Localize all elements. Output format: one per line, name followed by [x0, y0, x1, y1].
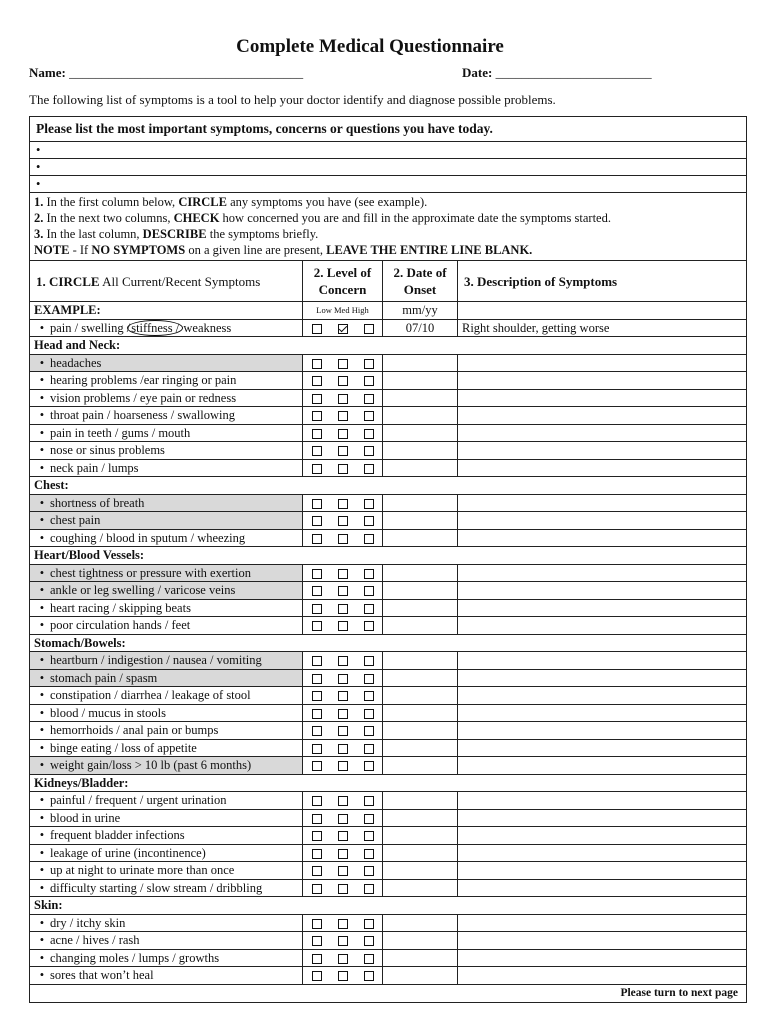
checkbox-low	[312, 324, 322, 334]
onset-date-field[interactable]	[383, 669, 458, 687]
checkbox-high[interactable]	[364, 376, 374, 386]
instructions	[30, 193, 747, 261]
onset-date-field[interactable]	[383, 529, 458, 547]
checkbox-low[interactable]	[312, 516, 322, 526]
checkbox-high[interactable]	[364, 761, 374, 771]
checkbox-med[interactable]	[338, 604, 348, 614]
concern-checkboxes	[303, 669, 383, 687]
checkbox-high[interactable]	[364, 814, 374, 824]
checkbox-low[interactable]	[312, 709, 322, 719]
concern-checkboxes	[303, 827, 383, 845]
onset-date-field[interactable]	[383, 809, 458, 827]
symptom-row	[30, 389, 747, 407]
onset-date-field[interactable]	[383, 739, 458, 757]
checkbox-low[interactable]	[312, 376, 322, 386]
concern-checkboxes	[303, 372, 383, 390]
description-field[interactable]	[458, 442, 747, 460]
symptom-label[interactable]: • acne / hives / rash	[30, 932, 303, 950]
symptom-label[interactable]: • ankle or leg swelling / varicose veins	[30, 582, 303, 600]
example-concern-checkboxes	[303, 319, 383, 337]
symptom-label[interactable]: • chest pain	[30, 512, 303, 530]
concern-line-2[interactable]: •	[30, 159, 747, 176]
symptom-row	[30, 757, 747, 775]
checkbox-low[interactable]	[312, 691, 322, 701]
onset-date-field[interactable]	[383, 599, 458, 617]
checkbox-low[interactable]	[312, 971, 322, 981]
description-field[interactable]	[458, 512, 747, 530]
checkbox-med[interactable]	[338, 446, 348, 456]
concern-checkboxes	[303, 582, 383, 600]
concern-checkboxes	[303, 494, 383, 512]
symptom-row	[30, 442, 747, 460]
column-header-description: 3. Description of Symptoms	[458, 261, 747, 302]
checkbox-med[interactable]	[338, 971, 348, 981]
onset-date-field[interactable]	[383, 407, 458, 425]
symptom-label[interactable]: • coughing / blood in sputum / wheezing	[30, 529, 303, 547]
section-head-and-neck: Head and Neck:	[30, 337, 747, 355]
checkbox-med[interactable]	[338, 814, 348, 824]
checkbox-med[interactable]	[338, 534, 348, 544]
concern-line-1[interactable]: •	[30, 142, 747, 159]
description-field[interactable]	[458, 932, 747, 950]
example-blank	[458, 302, 747, 320]
date-label: Date:	[462, 65, 493, 80]
description-field[interactable]	[458, 914, 747, 932]
checkbox-high[interactable]	[364, 464, 374, 474]
description-field[interactable]	[458, 792, 747, 810]
checkbox-low[interactable]	[312, 849, 322, 859]
description-field[interactable]	[458, 967, 747, 985]
symptom-row	[30, 459, 747, 477]
important-prompt: Please list the most important symptoms, concerns or questions you have today.	[30, 117, 747, 142]
onset-date-field[interactable]	[383, 844, 458, 862]
column-header-symptoms: 1. CIRCLE All Current/Recent Symptoms	[30, 261, 303, 302]
onset-date-field[interactable]	[383, 564, 458, 582]
checkbox-low[interactable]	[312, 674, 322, 684]
symptom-label[interactable]: • sores that won’t heal	[30, 967, 303, 985]
checkbox-low[interactable]	[312, 796, 322, 806]
checkbox-high[interactable]	[364, 936, 374, 946]
checkbox-low[interactable]	[312, 359, 322, 369]
symptom-row	[30, 652, 747, 670]
concern-checkboxes	[303, 844, 383, 862]
symptom-label[interactable]: • dry / itchy skin	[30, 914, 303, 932]
symptom-row	[30, 512, 747, 530]
column-header-onset: 2. Date of Onset	[383, 261, 458, 302]
checkbox-med[interactable]	[338, 936, 348, 946]
symptom-row	[30, 669, 747, 687]
symptom-label[interactable]: • changing moles / lumps / growths	[30, 949, 303, 967]
med-label: Med	[334, 305, 350, 316]
symptom-row	[30, 722, 747, 740]
concern-checkboxes	[303, 914, 383, 932]
checkbox-med[interactable]	[338, 376, 348, 386]
symptom-row	[30, 407, 747, 425]
onset-date-field[interactable]	[383, 582, 458, 600]
section-chest: Chest:	[30, 477, 747, 495]
symptom-label[interactable]: • shortness of breath	[30, 494, 303, 512]
onset-date-field[interactable]	[383, 687, 458, 705]
symptom-label[interactable]: • blood / mucus in stools	[30, 704, 303, 722]
checkbox-med[interactable]	[338, 691, 348, 701]
checkbox-high[interactable]	[364, 586, 374, 596]
checkbox-low[interactable]	[312, 411, 322, 421]
checkbox-high[interactable]	[364, 604, 374, 614]
checkbox-high[interactable]	[364, 691, 374, 701]
description-field[interactable]	[458, 809, 747, 827]
section-kidneys-bladder: Kidneys/Bladder:	[30, 774, 747, 792]
symptom-label[interactable]: • up at night to urinate more than once	[30, 862, 303, 880]
checkbox-med[interactable]	[338, 674, 348, 684]
checkbox-low[interactable]	[312, 464, 322, 474]
onset-date-field[interactable]	[383, 932, 458, 950]
concern-checkboxes	[303, 617, 383, 635]
checkbox-high[interactable]	[364, 796, 374, 806]
checkbox-high[interactable]	[364, 394, 374, 404]
checkbox-low[interactable]	[312, 394, 322, 404]
symptom-label[interactable]: • blood in urine	[30, 809, 303, 827]
symptom-row	[30, 932, 747, 950]
checkbox-low[interactable]	[312, 919, 322, 929]
checkbox-med[interactable]	[338, 499, 348, 509]
concern-checkboxes	[303, 459, 383, 477]
onset-date-field[interactable]	[383, 354, 458, 372]
checkbox-high[interactable]	[364, 516, 374, 526]
description-field[interactable]	[458, 354, 747, 372]
symptom-label[interactable]: • hemorrhoids / anal pain or bumps	[30, 722, 303, 740]
symptom-row	[30, 617, 747, 635]
description-field[interactable]	[458, 757, 747, 775]
example-circled-symptom: stiffness /	[127, 320, 183, 336]
concern-checkboxes	[303, 862, 383, 880]
description-field[interactable]	[458, 687, 747, 705]
checkbox-med[interactable]	[338, 831, 348, 841]
checkbox-low[interactable]	[312, 429, 322, 439]
section-stomach-bowels: Stomach/Bowels:	[30, 634, 747, 652]
example-description: Right shoulder, getting worse	[458, 319, 747, 337]
checkbox-med[interactable]	[338, 919, 348, 929]
checkbox-med[interactable]	[338, 866, 348, 876]
symptom-label[interactable]: • frequent bladder infections	[30, 827, 303, 845]
symptom-label[interactable]: • stomach pain / spasm	[30, 669, 303, 687]
symptom-row	[30, 827, 747, 845]
description-field[interactable]	[458, 949, 747, 967]
checkbox-med[interactable]	[338, 709, 348, 719]
checkbox-high[interactable]	[364, 429, 374, 439]
symptom-label[interactable]: • weight gain/loss > 10 lb (past 6 months)	[30, 757, 303, 775]
symptom-label[interactable]: • pain in teeth / gums / mouth	[30, 424, 303, 442]
description-field[interactable]	[458, 424, 747, 442]
symptom-label[interactable]: • poor circulation hands / feet	[30, 617, 303, 635]
concern-checkboxes	[303, 704, 383, 722]
checkbox-low[interactable]	[312, 814, 322, 824]
checkbox-med[interactable]	[338, 516, 348, 526]
symptom-table	[29, 116, 747, 1003]
name-label: Name:	[29, 65, 66, 80]
symptom-label[interactable]: • heartburn / indigestion / nausea / vomiting	[30, 652, 303, 670]
description-field[interactable]	[458, 372, 747, 390]
concern-checkboxes	[303, 442, 383, 460]
symptom-row	[30, 862, 747, 880]
checkbox-med[interactable]	[338, 569, 348, 579]
onset-date-field[interactable]	[383, 389, 458, 407]
checkbox-low[interactable]	[312, 499, 322, 509]
symptom-row	[30, 844, 747, 862]
description-field[interactable]	[458, 862, 747, 880]
symptom-label[interactable]: • throat pain / hoarseness / swallowing	[30, 407, 303, 425]
checkbox-high[interactable]	[364, 726, 374, 736]
checkbox-high[interactable]	[364, 884, 374, 894]
checkbox-low[interactable]	[312, 604, 322, 614]
checkbox-low[interactable]	[312, 884, 322, 894]
checkbox-med[interactable]	[338, 359, 348, 369]
symptom-row	[30, 564, 747, 582]
description-field[interactable]	[458, 564, 747, 582]
page-title: Complete Medical Questionnaire	[236, 36, 504, 57]
symptom-label[interactable]: • neck pain / lumps	[30, 459, 303, 477]
onset-date-field[interactable]	[383, 617, 458, 635]
concern-checkboxes	[303, 739, 383, 757]
checkbox-high[interactable]	[364, 674, 374, 684]
checkbox-high[interactable]	[364, 499, 374, 509]
checkbox-med[interactable]	[338, 849, 348, 859]
checkbox-med[interactable]	[338, 954, 348, 964]
symptom-label[interactable]: • nose or sinus problems	[30, 442, 303, 460]
onset-date-field[interactable]	[383, 512, 458, 530]
column-header-concern: 2. Level of Concern	[303, 261, 383, 302]
symptom-label[interactable]: • painful / frequent / urgent urination	[30, 792, 303, 810]
example-onset: 07/10	[383, 319, 458, 337]
description-field[interactable]	[458, 827, 747, 845]
concern-checkboxes	[303, 389, 383, 407]
description-field[interactable]	[458, 529, 747, 547]
symptom-label[interactable]: • difficulty starting / slow stream / dribbling	[30, 879, 303, 897]
checkbox-med[interactable]	[338, 656, 348, 666]
checkbox-high[interactable]	[364, 446, 374, 456]
checkbox-low[interactable]	[312, 726, 322, 736]
description-field[interactable]	[458, 617, 747, 635]
symptom-row	[30, 687, 747, 705]
onset-date-field[interactable]	[383, 757, 458, 775]
checkbox-high[interactable]	[364, 849, 374, 859]
checkbox-high[interactable]	[364, 919, 374, 929]
symptom-label[interactable]: • heart racing / skipping beats	[30, 599, 303, 617]
symptom-row	[30, 914, 747, 932]
symptom-row	[30, 529, 747, 547]
symptom-label[interactable]: • headaches	[30, 354, 303, 372]
concern-checkboxes	[303, 809, 383, 827]
name-field[interactable]	[29, 65, 303, 81]
checkbox-high[interactable]	[364, 411, 374, 421]
description-field[interactable]	[458, 599, 747, 617]
low-label: Low	[316, 305, 332, 316]
concern-checkboxes	[303, 967, 383, 985]
description-field[interactable]	[458, 844, 747, 862]
checkbox-med[interactable]	[338, 429, 348, 439]
instruction-3: 3. In the last column, DESCRIBE the symptoms briefly.	[34, 227, 319, 241]
checkbox-low[interactable]	[312, 534, 322, 544]
onset-date-field[interactable]	[383, 704, 458, 722]
checkbox-low[interactable]	[312, 656, 322, 666]
checkbox-low[interactable]	[312, 866, 322, 876]
concern-checkboxes	[303, 879, 383, 897]
concern-checkboxes	[303, 407, 383, 425]
checkbox-med[interactable]	[338, 796, 348, 806]
concern-checkboxes	[303, 599, 383, 617]
description-field[interactable]	[458, 582, 747, 600]
symptom-label[interactable]: • binge eating / loss of appetite	[30, 739, 303, 757]
symptom-row	[30, 372, 747, 390]
checkbox-med[interactable]	[338, 761, 348, 771]
date-format-hint: mm/yy	[383, 302, 458, 320]
concern-checkboxes	[303, 424, 383, 442]
example-label: EXAMPLE:	[30, 302, 303, 320]
symptom-row	[30, 739, 747, 757]
description-field[interactable]	[458, 389, 747, 407]
concern-checkboxes	[303, 949, 383, 967]
description-field[interactable]	[458, 739, 747, 757]
checkbox-low[interactable]	[312, 569, 322, 579]
onset-date-field[interactable]	[383, 967, 458, 985]
symptom-row	[30, 494, 747, 512]
symptom-label[interactable]: • hearing problems /ear ringing or pain	[30, 372, 303, 390]
checkbox-high[interactable]	[364, 866, 374, 876]
checkbox-med[interactable]	[338, 394, 348, 404]
checkbox-high	[364, 324, 374, 334]
checkbox-high[interactable]	[364, 831, 374, 841]
onset-date-field[interactable]	[383, 652, 458, 670]
onset-date-field[interactable]	[383, 424, 458, 442]
symptom-row	[30, 879, 747, 897]
symptom-row	[30, 949, 747, 967]
checkbox-med[interactable]	[338, 884, 348, 894]
section-skin: Skin:	[30, 897, 747, 915]
onset-date-field[interactable]	[383, 879, 458, 897]
checkbox-low[interactable]	[312, 446, 322, 456]
onset-date-field[interactable]	[383, 792, 458, 810]
checkbox-low[interactable]	[312, 761, 322, 771]
checkbox-high[interactable]	[364, 954, 374, 964]
concern-line-3[interactable]: •	[30, 176, 747, 193]
date-blank[interactable]: ________________________	[495, 65, 652, 80]
symptom-row	[30, 424, 747, 442]
symptom-row	[30, 809, 747, 827]
description-field[interactable]	[458, 722, 747, 740]
checkbox-high[interactable]	[364, 534, 374, 544]
concern-scale-labels	[303, 302, 383, 320]
checkbox-low[interactable]	[312, 586, 322, 596]
description-field[interactable]	[458, 669, 747, 687]
turn-page-note: Please turn to next page	[30, 984, 747, 1002]
checkbox-low[interactable]	[312, 831, 322, 841]
concern-checkboxes	[303, 529, 383, 547]
concern-checkboxes	[303, 792, 383, 810]
onset-date-field[interactable]	[383, 914, 458, 932]
onset-date-field[interactable]	[383, 459, 458, 477]
symptom-row	[30, 792, 747, 810]
checkbox-med[interactable]	[338, 621, 348, 631]
concern-checkboxes	[303, 354, 383, 372]
instruction-1: 1. In the first column below, CIRCLE any symptoms you have (see example).	[34, 195, 428, 209]
checkbox-low[interactable]	[312, 744, 322, 754]
onset-date-field[interactable]	[383, 949, 458, 967]
checkbox-high[interactable]	[364, 621, 374, 631]
checkbox-high[interactable]	[364, 359, 374, 369]
symptom-label[interactable]: • constipation / diarrhea / leakage of stool	[30, 687, 303, 705]
symptom-row	[30, 599, 747, 617]
checkbox-med[interactable]	[338, 744, 348, 754]
onset-date-field[interactable]	[383, 722, 458, 740]
checkbox-high[interactable]	[364, 709, 374, 719]
checkbox-high[interactable]	[364, 744, 374, 754]
description-field[interactable]	[458, 704, 747, 722]
name-blank[interactable]: ____________________________________	[69, 65, 304, 80]
onset-date-field[interactable]	[383, 494, 458, 512]
description-field[interactable]	[458, 652, 747, 670]
concern-checkboxes	[303, 512, 383, 530]
instruction-2: 2. In the next two columns, CHECK how concerned you are and fill in the approximate date the symptoms started.	[34, 211, 611, 225]
checkbox-med[interactable]	[338, 411, 348, 421]
checkbox-high[interactable]	[364, 971, 374, 981]
checkbox-med[interactable]	[338, 726, 348, 736]
description-field[interactable]	[458, 459, 747, 477]
checkbox-med[interactable]	[338, 464, 348, 474]
date-field[interactable]	[462, 65, 652, 81]
checkbox-med[interactable]	[338, 586, 348, 596]
symptom-row	[30, 704, 747, 722]
section-heart-blood-vessels: Heart/Blood Vessels:	[30, 547, 747, 565]
onset-date-field[interactable]	[383, 827, 458, 845]
description-field[interactable]	[458, 494, 747, 512]
example-symptom: • pain / swelling /stiffness / weakness	[30, 319, 303, 337]
concern-checkboxes	[303, 932, 383, 950]
description-field[interactable]	[458, 407, 747, 425]
onset-date-field[interactable]	[383, 862, 458, 880]
instruction-note: NOTE - If NO SYMPTOMS on a given line are present, LEAVE THE ENTIRE LINE BLANK.	[34, 243, 533, 257]
concern-checkboxes	[303, 687, 383, 705]
concern-checkboxes	[303, 722, 383, 740]
checkbox-low[interactable]	[312, 954, 322, 964]
high-label: High	[351, 305, 369, 316]
symptom-row	[30, 582, 747, 600]
symptom-label[interactable]: • vision problems / eye pain or redness	[30, 389, 303, 407]
onset-date-field[interactable]	[383, 442, 458, 460]
concern-checkboxes	[303, 652, 383, 670]
description-field[interactable]	[458, 879, 747, 897]
checkbox-high[interactable]	[364, 656, 374, 666]
intro-text: The following list of symptoms is a tool to help your doctor identify and diagnose possible problems.	[29, 92, 556, 107]
symptom-row	[30, 967, 747, 985]
symptom-label[interactable]: • chest tightness or pressure with exertion	[30, 564, 303, 582]
concern-checkboxes	[303, 757, 383, 775]
checkbox-high[interactable]	[364, 569, 374, 579]
onset-date-field[interactable]	[383, 372, 458, 390]
symptom-row	[30, 354, 747, 372]
checkbox-med-checked	[338, 324, 348, 334]
checkbox-low[interactable]	[312, 936, 322, 946]
concern-checkboxes	[303, 564, 383, 582]
checkbox-low[interactable]	[312, 621, 322, 631]
symptom-label[interactable]: • leakage of urine (incontinence)	[30, 844, 303, 862]
